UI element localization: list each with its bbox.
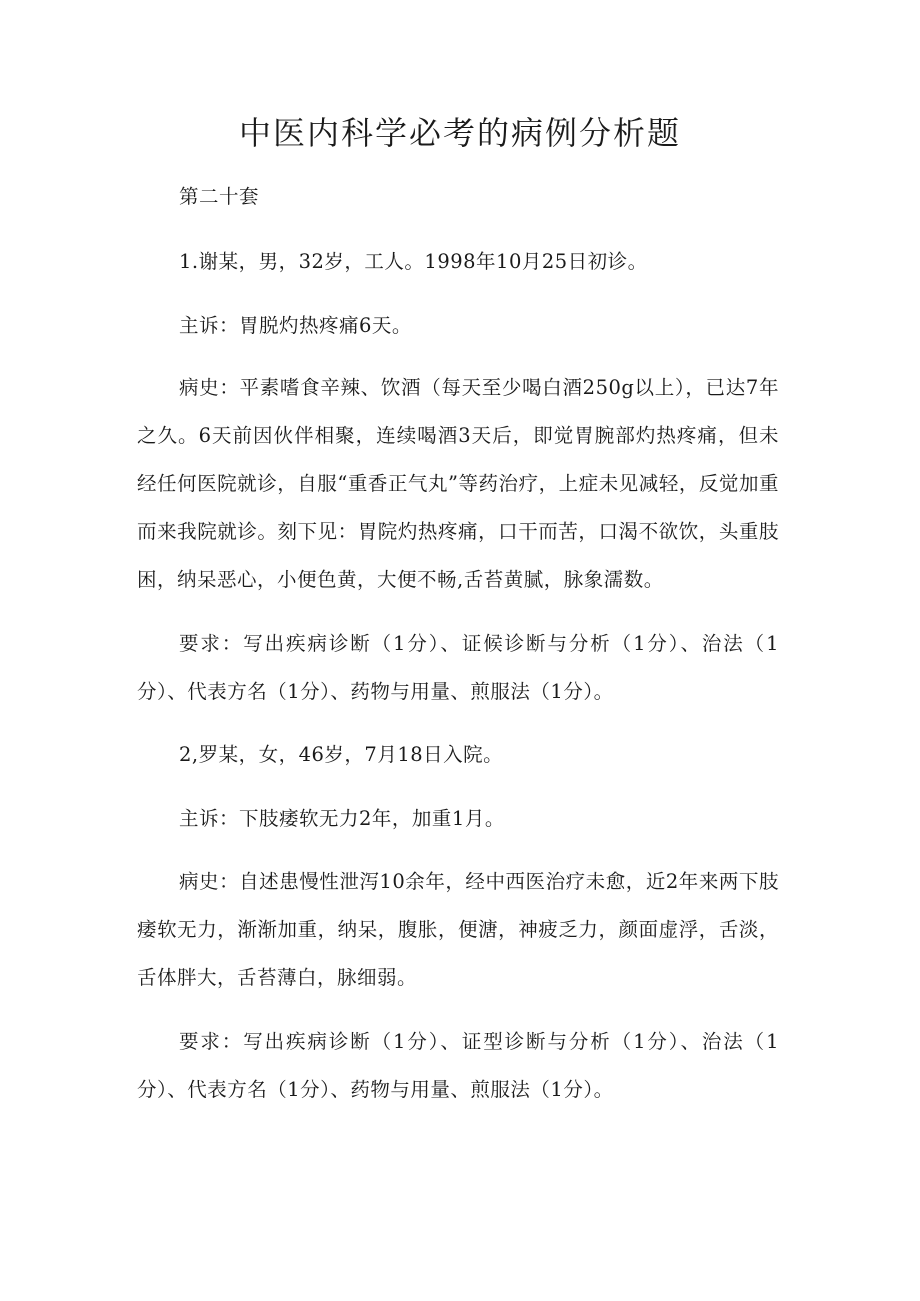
case1-complaint: 主诉：胃脱灼热疼痛6天。	[179, 314, 412, 337]
document-title: 中医内科学必考的病例分析题	[238, 114, 681, 152]
case1-heading: 1.谢某，男，32岁，工人。1998年10月25日初诊。	[179, 250, 648, 273]
case1-requirement: 要求：写出疾病诊断（1分）、证候诊断与分析（1分）、治法（1分）、代表方名（1分）、药物与用量、煎服法（1分）。	[137, 632, 779, 703]
case2-complaint: 主诉：下肢痿软无力2年，加重1月。	[179, 807, 505, 830]
case1-history: 病史：平素嗜食辛辣、饮酒（每天至少喝白酒250g以上），已达7年之久。6天前因伙伴相聚，连续喝酒3天后，即觉胃腕部灼热疼痛，但未经任何医院就诊，自服“重香正气丸”等药治疗，上症未见减轻，反觉加重而来我院就诊。刻下见：胃院灼热疼痛，口干而苦，口渴不欲饮，头重肢困，纳呆恶心，小便色黄，大便不畅,舌苔黄腻，脉象濡数。	[137, 376, 779, 591]
case2-history: 病史：自述患慢性泄泻10余年，经中西医治疗未愈，近2年来两下肢痿软无力，渐渐加重，纳呆，腹胀，便溏，神疲乏力，颜面虚浮，舌淡，舌体胖大，舌苔薄白，脉细弱。	[137, 870, 779, 989]
set-label: 第二十套	[179, 185, 260, 208]
case2-requirement: 要求：写出疾病诊断（1分）、证型诊断与分析（1分）、治法（1分）、代表方名（1分）、药物与用量、煎服法（1分）。	[137, 1030, 779, 1101]
case2-heading: 2,罗某，女，46岁，7月18日入院。	[179, 743, 504, 766]
